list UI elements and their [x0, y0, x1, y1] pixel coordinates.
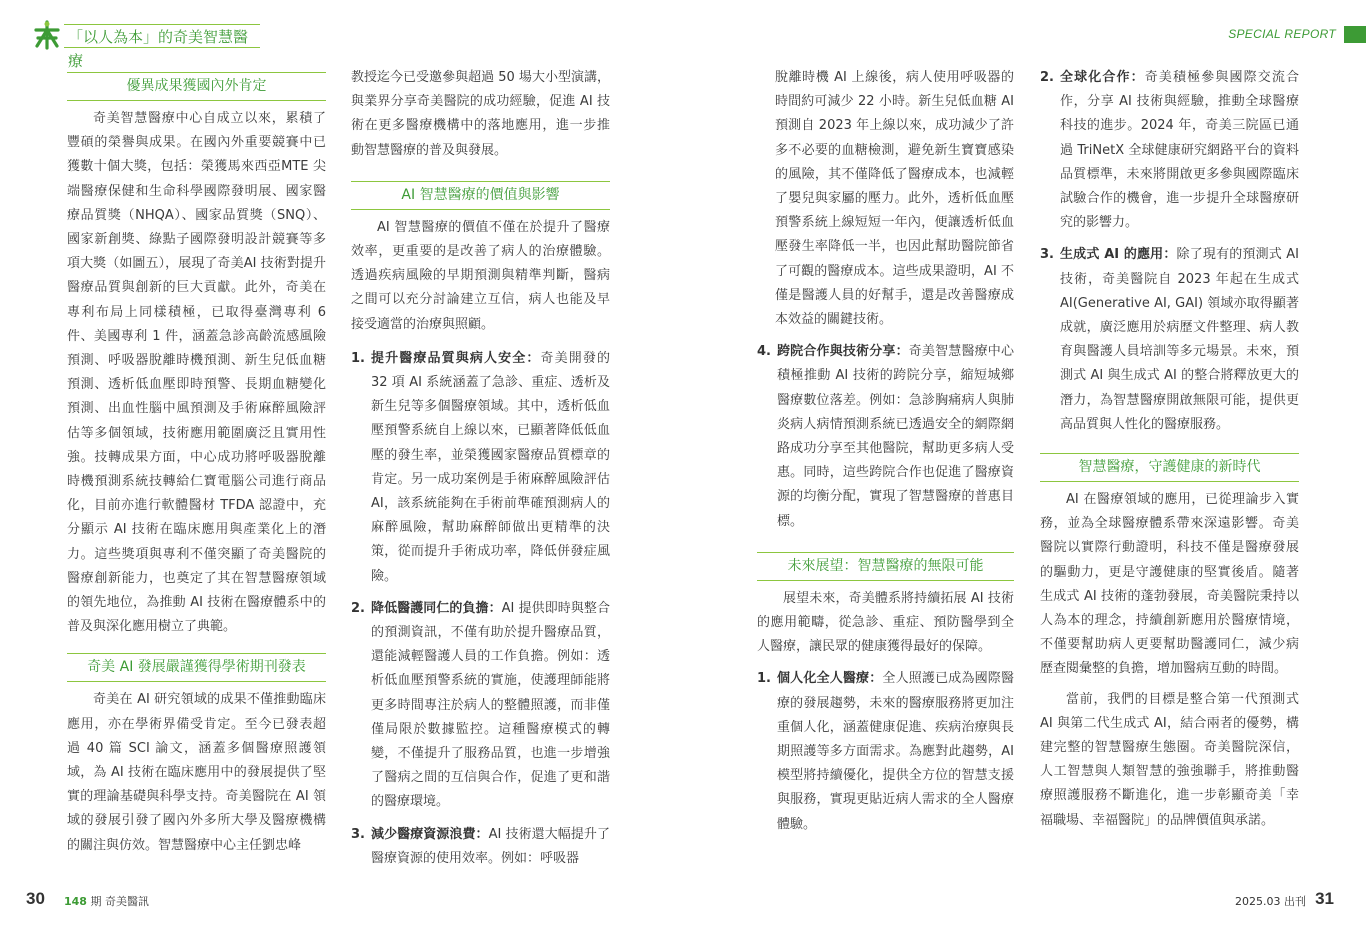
- list-item-burden: [351, 597, 610, 815]
- paragraph-value: AI 智慧醫療的價值不僅在於提升了醫療效率，更重要的是改善了病人的治療體驗。透過疾病風險的早期預測與精準判斷，醫病之間可以充分討論建立互信，病人也能及早接受適當的治療與照顧。: [351, 219, 610, 332]
- list-item-text: 奇美開發的 32 項 AI 系統涵蓋了急診、重症、透析及新生兒等多個醫療領域。其中，透析低血壓預警系統自上線以來，已顯著降低低血壓的發生率，並榮獲國家醫療品質標章的肯定。另一成功案例是手術麻醉風險評估 AI，該系統能夠在手術前準確預測病人的麻醉風險，幫助麻醉師做出更精準的決策，從而提升手術成功率，降低併發症風險。: [371, 350, 610, 584]
- special-report-label: SPECIAL REPORT: [1228, 27, 1336, 41]
- list-item-text: 除了現有的預測式 AI 技術，奇美醫院自 2023 年起在生成式 AI(Generative AI, GAI) 領域亦取得顯著成就，廣泛應用於病歷文件整理、病人教育與醫護人員培訓等多元場景。未來，預測式 AI 與生成式 AI 的整合將釋放更大的潛力，為智慧醫療開啟無限可能，提供更高品質與人性化的醫療服務。: [1060, 247, 1299, 432]
- paragraph-resources-cont: 脫離時機 AI 上線後，病人使用呼吸器的時間約可減少 22 小時。新生兒低血糖 AI 預測自 2023 年上線以來，成功減少了許多不必要的血糖檢測，避免新生寶寶感染的風險，其不僅降低了醫療成本，也減輕了嬰兒與家屬的壓力。此外，透析低血壓預警系統上線短短一年內，便讓透析低血壓發生率降低一半，也因此幫助醫院節省了可觀的醫療成本。這些成果證明，AI 不僅是醫護人員的好幫手，還是改善醫療成本效益的關鍵技術。: [775, 70, 1014, 328]
- list-item-title: 降低醫護同仁的負擔：: [371, 600, 502, 616]
- section-heading-awards: 優異成果獲國內外肯定: [67, 72, 326, 101]
- list-number: 3.: [351, 826, 365, 842]
- issue-info: [64, 893, 149, 909]
- list-item-global: [1040, 66, 1299, 235]
- section-heading-journals: 奇美 AI 發展嚴謹獲得學術期刊發表: [67, 653, 326, 682]
- list-number: 2.: [351, 600, 365, 616]
- list-item-text: 奇美積極參與國際交流合作，分享 AI 技術與經驗，推動全球醫療科技的進步。2024 年，奇美三院區已通過 TriNetX 全球健康研究網路平台的資料品質標準，未來將開啟更多參與國際臨床試驗合作的機會，進一步提升全球醫療研究的影響力。: [1060, 70, 1299, 231]
- section-heading-future: 未來展望：智慧醫療的無限可能: [757, 552, 1014, 581]
- list-number: 3.: [1040, 247, 1054, 263]
- list-number: 1.: [757, 671, 771, 687]
- list-number: 1.: [351, 350, 365, 366]
- column-4: [1040, 66, 1299, 833]
- issue-number: 148: [64, 895, 87, 908]
- list-item-resources: [351, 823, 610, 871]
- list-item-title: 提升醫療品質與病人安全：: [371, 350, 541, 366]
- list-item-cross-hospital: [757, 340, 1014, 534]
- chimei-logo-icon: [32, 20, 62, 50]
- list-item-text: 全人照護已成為國際醫療的發展趨勢，未來的醫療服務將更加注重個人化，涵蓋健康促進、疾病治療與長期照護等多方面需求。為應對此趨勢，AI 模型將持續優化，提供全方位的智慧支援與服務，實現更貼近病人需求的全人醫療體驗。: [777, 671, 1014, 832]
- list-item-title: 生成式 AI 的應用：: [1060, 247, 1177, 263]
- page-number-right: 31: [1315, 889, 1334, 908]
- paragraph-awards: 奇美智慧醫療中心自成立以來，累積了豐碩的榮譽與成果。在國內外重要競賽中已獲數十個大獎，包括：榮獲馬來西亞MTE 尖端醫療保健和生命科學國際發明展、國家醫療品質獎（NHQA）、國家品質獎（SNQ）、國家新創獎、綠點子國際發明設計競賽等多項大獎（如圖五），展現了奇美AI 技術對提升醫療品質與創新的巨大貢獻。此外，奇美在專利布局上同樣積極，已取得臺灣專利 6 件、美國專利 1 件，涵蓋急診高齡流感風險預測、呼吸器脫離時機預測、新生兒低血糖預測、透析低血壓即時預警、長期血糖變化預測、出血性腦中風預測及手術麻醉風險評估等多個領域，技術應用範圍廣泛且實用性強。技轉成果方面，中心成功將呼吸器脫離時機預測系統技轉給仁寶電腦公司進行商品化，目前亦進行軟體醫材 TFDA 認證中，充分顯示 AI 技術在臨床應用與產業化上的潛力。這些獎項與專利不僅突顯了奇美醫院的醫療創新能力，也奠定了其在智慧醫療領域的領先地位，為推動 AI 技術在醫療體系中的普及與深化應用樹立了典範。: [67, 111, 326, 635]
- paragraph-future: 展望未來，奇美體系將持續拓展 AI 技術的應用範疇，從急診、重症、預防醫學到全人醫療，讓民眾的健康獲得最好的保障。: [757, 590, 1014, 655]
- paragraph-new-era-1: AI 在醫療領域的應用，已從理論步入實務，並為全球醫療體系帶來深遠影響。奇美醫院以實際行動證明，科技不僅是醫療發展的驅動力，更是守護健康的堅實後盾。隨著生成式 AI 技術的蓬勃發展，奇美醫院秉持以人為本的理念，持續創新應用於醫療情境，不僅要幫助病人更要幫助醫護同仁，減少病歷查閱彙整的負擔，增加醫病互動的時間。: [1040, 492, 1299, 677]
- paragraph-lectures: 教授迄今已受邀參與超過 50 場大小型演講，與業界分享奇美醫院的成功經驗，促進 AI 技術在更多醫療機構中的落地應用，進一步推動智慧醫療的普及與發展。: [351, 70, 610, 158]
- list-number: 4.: [757, 344, 771, 360]
- special-report-bar: [1344, 26, 1366, 43]
- list-number: 2.: [1040, 70, 1054, 85]
- list-item-title: 跨院合作與技術分享：: [777, 344, 909, 360]
- column-2: [351, 66, 610, 871]
- list-item-personalized: [757, 667, 1014, 836]
- section-heading-value: AI 智慧醫療的價值與影響: [351, 181, 610, 210]
- list-item-title: 全球化合作：: [1060, 70, 1145, 85]
- list-item-text: AI 技術還大幅提升了醫療資源的使用效率。例如：呼吸器: [371, 826, 610, 866]
- list-item-quality: [351, 347, 610, 589]
- section-heading-new-era: 智慧醫療，守護健康的新時代: [1040, 453, 1299, 482]
- article-title: 「以人為本」的奇美智慧醫療: [64, 24, 260, 48]
- list-item-title: 減少醫療資源浪費：: [371, 826, 489, 842]
- paragraph-new-era-2: 當前，我們的目標是整合第一代預測式AI 與第二代生成式 AI，結合兩者的優勢，構建完整的智慧醫療生態圈。奇美醫院深信，人工智慧與人類智慧的強強聯手，將推動醫療照護服務不斷進化，進一步彰顯奇美「幸福職場、幸福醫院」的品牌價值與承諾。: [1040, 691, 1299, 828]
- page-number-left: 30: [26, 889, 45, 908]
- publish-date: 2025.03 出刊: [1235, 895, 1306, 908]
- list-item-generative-ai: [1040, 243, 1299, 437]
- list-item-text: AI 提供即時與整合的預測資訊，不僅有助於提升醫療品質，還能減輕醫護人員的工作負擔。例如：透析低血壓預警系統的實施，使護理師能將更多時間專注於病人的整體照護，而非僅僅局限於數據監控。這種醫療模式的轉變，不僅提升了服務品質，也進一步增強了醫病之間的互信與合作，促進了更和諧的醫療環境。: [371, 600, 610, 810]
- list-item-text: 奇美智慧醫療中心積極推動 AI 技術的跨院分享，縮短城鄉醫療數位落差。例如：急診胸痛病人與肺炎病人病情預測系統已透過安全的網際網路成功分享至其他醫院，幫助更多病人受惠。同時，這些跨院合作也促進了醫療資源的均衡分配，實現了智慧醫療的普惠目標。: [777, 344, 1014, 529]
- issue-label: 期 奇美醫訊: [90, 895, 149, 908]
- paragraph-journals: 奇美在 AI 研究領域的成果不僅推動臨床應用，亦在學術界備受肯定。至今已發表超過 40 篇 SCI 論文，涵蓋多個醫療照護領域，為 AI 技術在臨床應用中的發展提供了堅實的理論基礎與科學支持。奇美醫院在 AI 領域的發展引發了國內外多所大學及醫療機構的關注與仿效。智慧醫療中心主任劉忠峰: [67, 692, 326, 853]
- list-item-title: 個人化全人醫療：: [777, 671, 883, 687]
- column-3: [757, 66, 1014, 837]
- column-1: [67, 72, 326, 858]
